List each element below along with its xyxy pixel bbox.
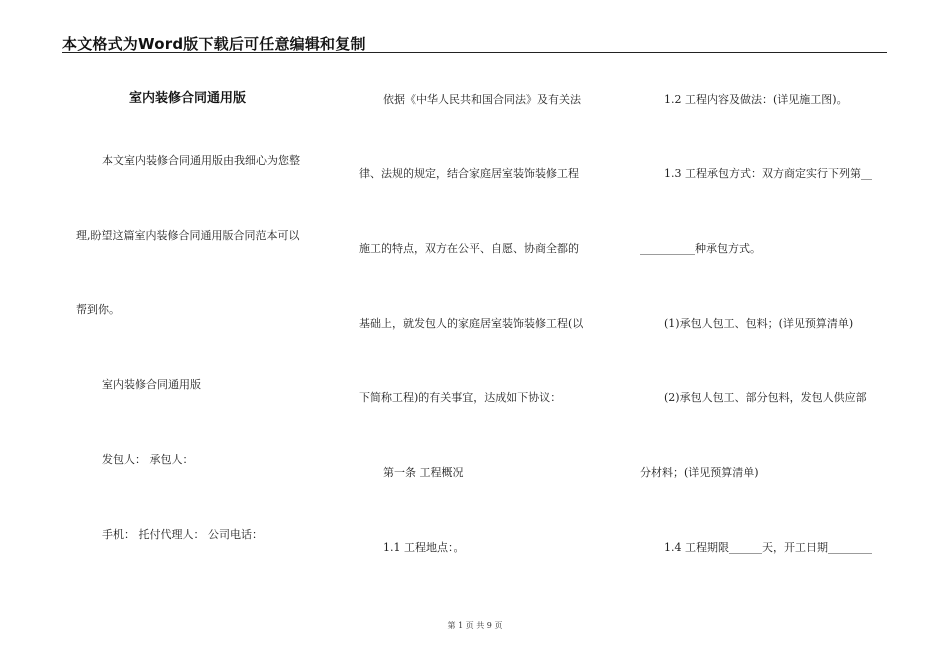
column-2-line-1: 依据《中华人民共和国合同法》及有关法 [383,93,581,106]
column-1-line-3: 帮到你。 [76,303,120,316]
column-1-line-6: 手机： 托付代理人： 公司电话： [102,528,263,541]
contract-title: 室内装修合同通用版 [129,91,247,106]
column-2-line-5: 下简称工程)的有关事宜，达成如下协议： [359,391,562,404]
document-header-title: 本文格式为Word版下载后可任意编辑和复制 [62,35,366,53]
column-3-line-1: 1.2 工程内容及做法：(详见施工图)。 [664,93,848,106]
column-3-line-3: __________种承包方式。 [640,242,761,255]
column-3-line-7: 1.4 工程期限______天，开工日期________ [664,541,872,554]
column-1-line-2: 理,盼望这篇室内装修合同通用版合同范本可以 [76,229,300,242]
column-2-line-2: 律、法规的规定，结合家庭居室装饰装修工程 [359,167,579,180]
column-3-line-4: (1)承包人包工、包料；(详见预算清单) [664,317,854,330]
column-1-line-5: 发包人： 承包人： [102,453,194,466]
header-divider [62,52,887,53]
column-3-line-2: 1.3 工程承包方式：双方商定实行下列第__ [664,167,872,180]
column-2-line-6: 第一条 工程概况 [383,466,464,479]
column-2-line-3: 施工的特点，双方在公平、自愿、协商全都的 [359,242,579,255]
column-2-line-4: 基础上，就发包人的家庭居室装饰装修工程(以 [359,317,584,330]
column-1-line-4: 室内装修合同通用版 [102,378,201,391]
column-3-line-6: 分材料；(详见预算清单) [640,466,759,479]
column-2-line-7: 1.1 工程地点：。 [383,541,465,554]
page-number-footer: 第 1 页 共 9 页 [447,621,503,630]
column-3-line-5: (2)承包人包工、部分包料，发包人供应部 [664,391,867,404]
column-1-line-1: 本文室内装修合同通用版由我细心为您整 [102,154,300,167]
